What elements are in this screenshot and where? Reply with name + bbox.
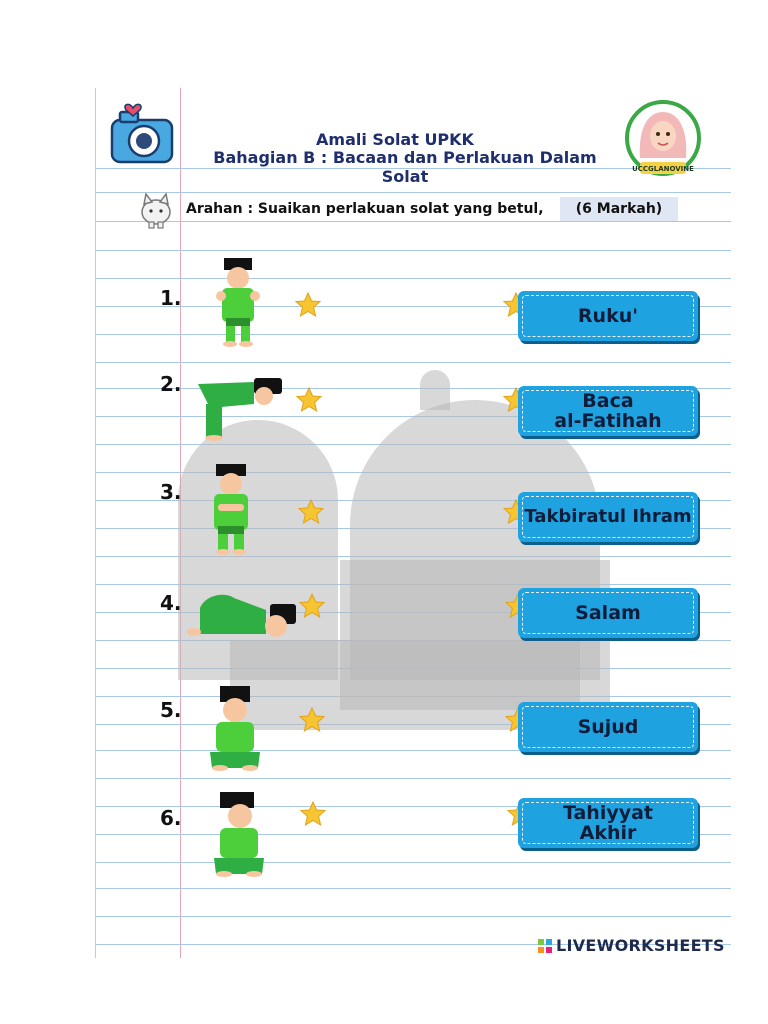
avatar-badge-text: UCCGLANOVINE [632,165,694,173]
match-star-left-2[interactable] [295,386,323,414]
teacher-avatar-icon [618,98,708,184]
figure-standing-hands-folded [206,462,256,556]
marks-badge: (6 Markah) [560,197,678,221]
answer-box-5[interactable] [518,702,698,752]
liveworksheets-mark-icon [538,939,552,953]
ruled-line [96,778,731,779]
page-title: Amali Solat UPKK [316,130,474,149]
figure-sitting [208,684,262,774]
item-number-1: 1. [160,286,182,310]
cat-icon [136,190,176,230]
ruled-line [96,221,731,222]
answer-label-2: Baca al-Fatihah [554,390,662,432]
footer-brand: LIVEWORKSHEETS [556,936,725,955]
figure-prostrating [186,590,300,642]
item-number-2: 2. [160,372,182,396]
match-star-left-1[interactable] [294,291,322,319]
item-number-6: 6. [160,806,182,830]
answer-label-6: Tahiyyat Akhir [562,802,654,844]
answer-box-3[interactable] [518,492,698,542]
item-number-3: 3. [160,480,182,504]
ruled-line [96,888,731,889]
answer-box-4[interactable] [518,588,698,638]
answer-label-3: Takbiratul Ihram [524,506,692,527]
match-star-left-3[interactable] [297,498,325,526]
ruled-line [96,278,731,279]
answer-label-5: Sujud [577,716,639,738]
match-star-left-4[interactable] [298,592,326,620]
answer-box-2[interactable] [518,386,698,436]
answer-box-1[interactable] [518,291,698,341]
answer-label-1: Ruku' [577,305,639,327]
match-star-left-6[interactable] [299,800,327,828]
ruled-line [96,250,731,251]
figure-bowing [192,374,290,442]
instruction-text: Arahan : Suaikan perlakuan solat yang betul, [186,201,544,217]
liveworksheets-logo [538,936,725,955]
answer-label-4: Salam [575,602,641,624]
answer-box-6[interactable] [518,798,698,848]
figure-standing-hands-raised [212,256,264,348]
ruled-line [96,192,731,193]
item-number-4: 4. [160,591,182,615]
page-subtitle: Bahagian B : Bacaan dan Perlakuan Dalam Solat [213,148,597,186]
ruled-line [96,362,731,363]
match-star-left-5[interactable] [298,706,326,734]
item-number-5: 5. [160,698,182,722]
figure-sitting-turned [212,790,266,880]
ruled-line [96,862,731,863]
camera-icon [106,98,178,168]
ruled-line [96,916,731,917]
